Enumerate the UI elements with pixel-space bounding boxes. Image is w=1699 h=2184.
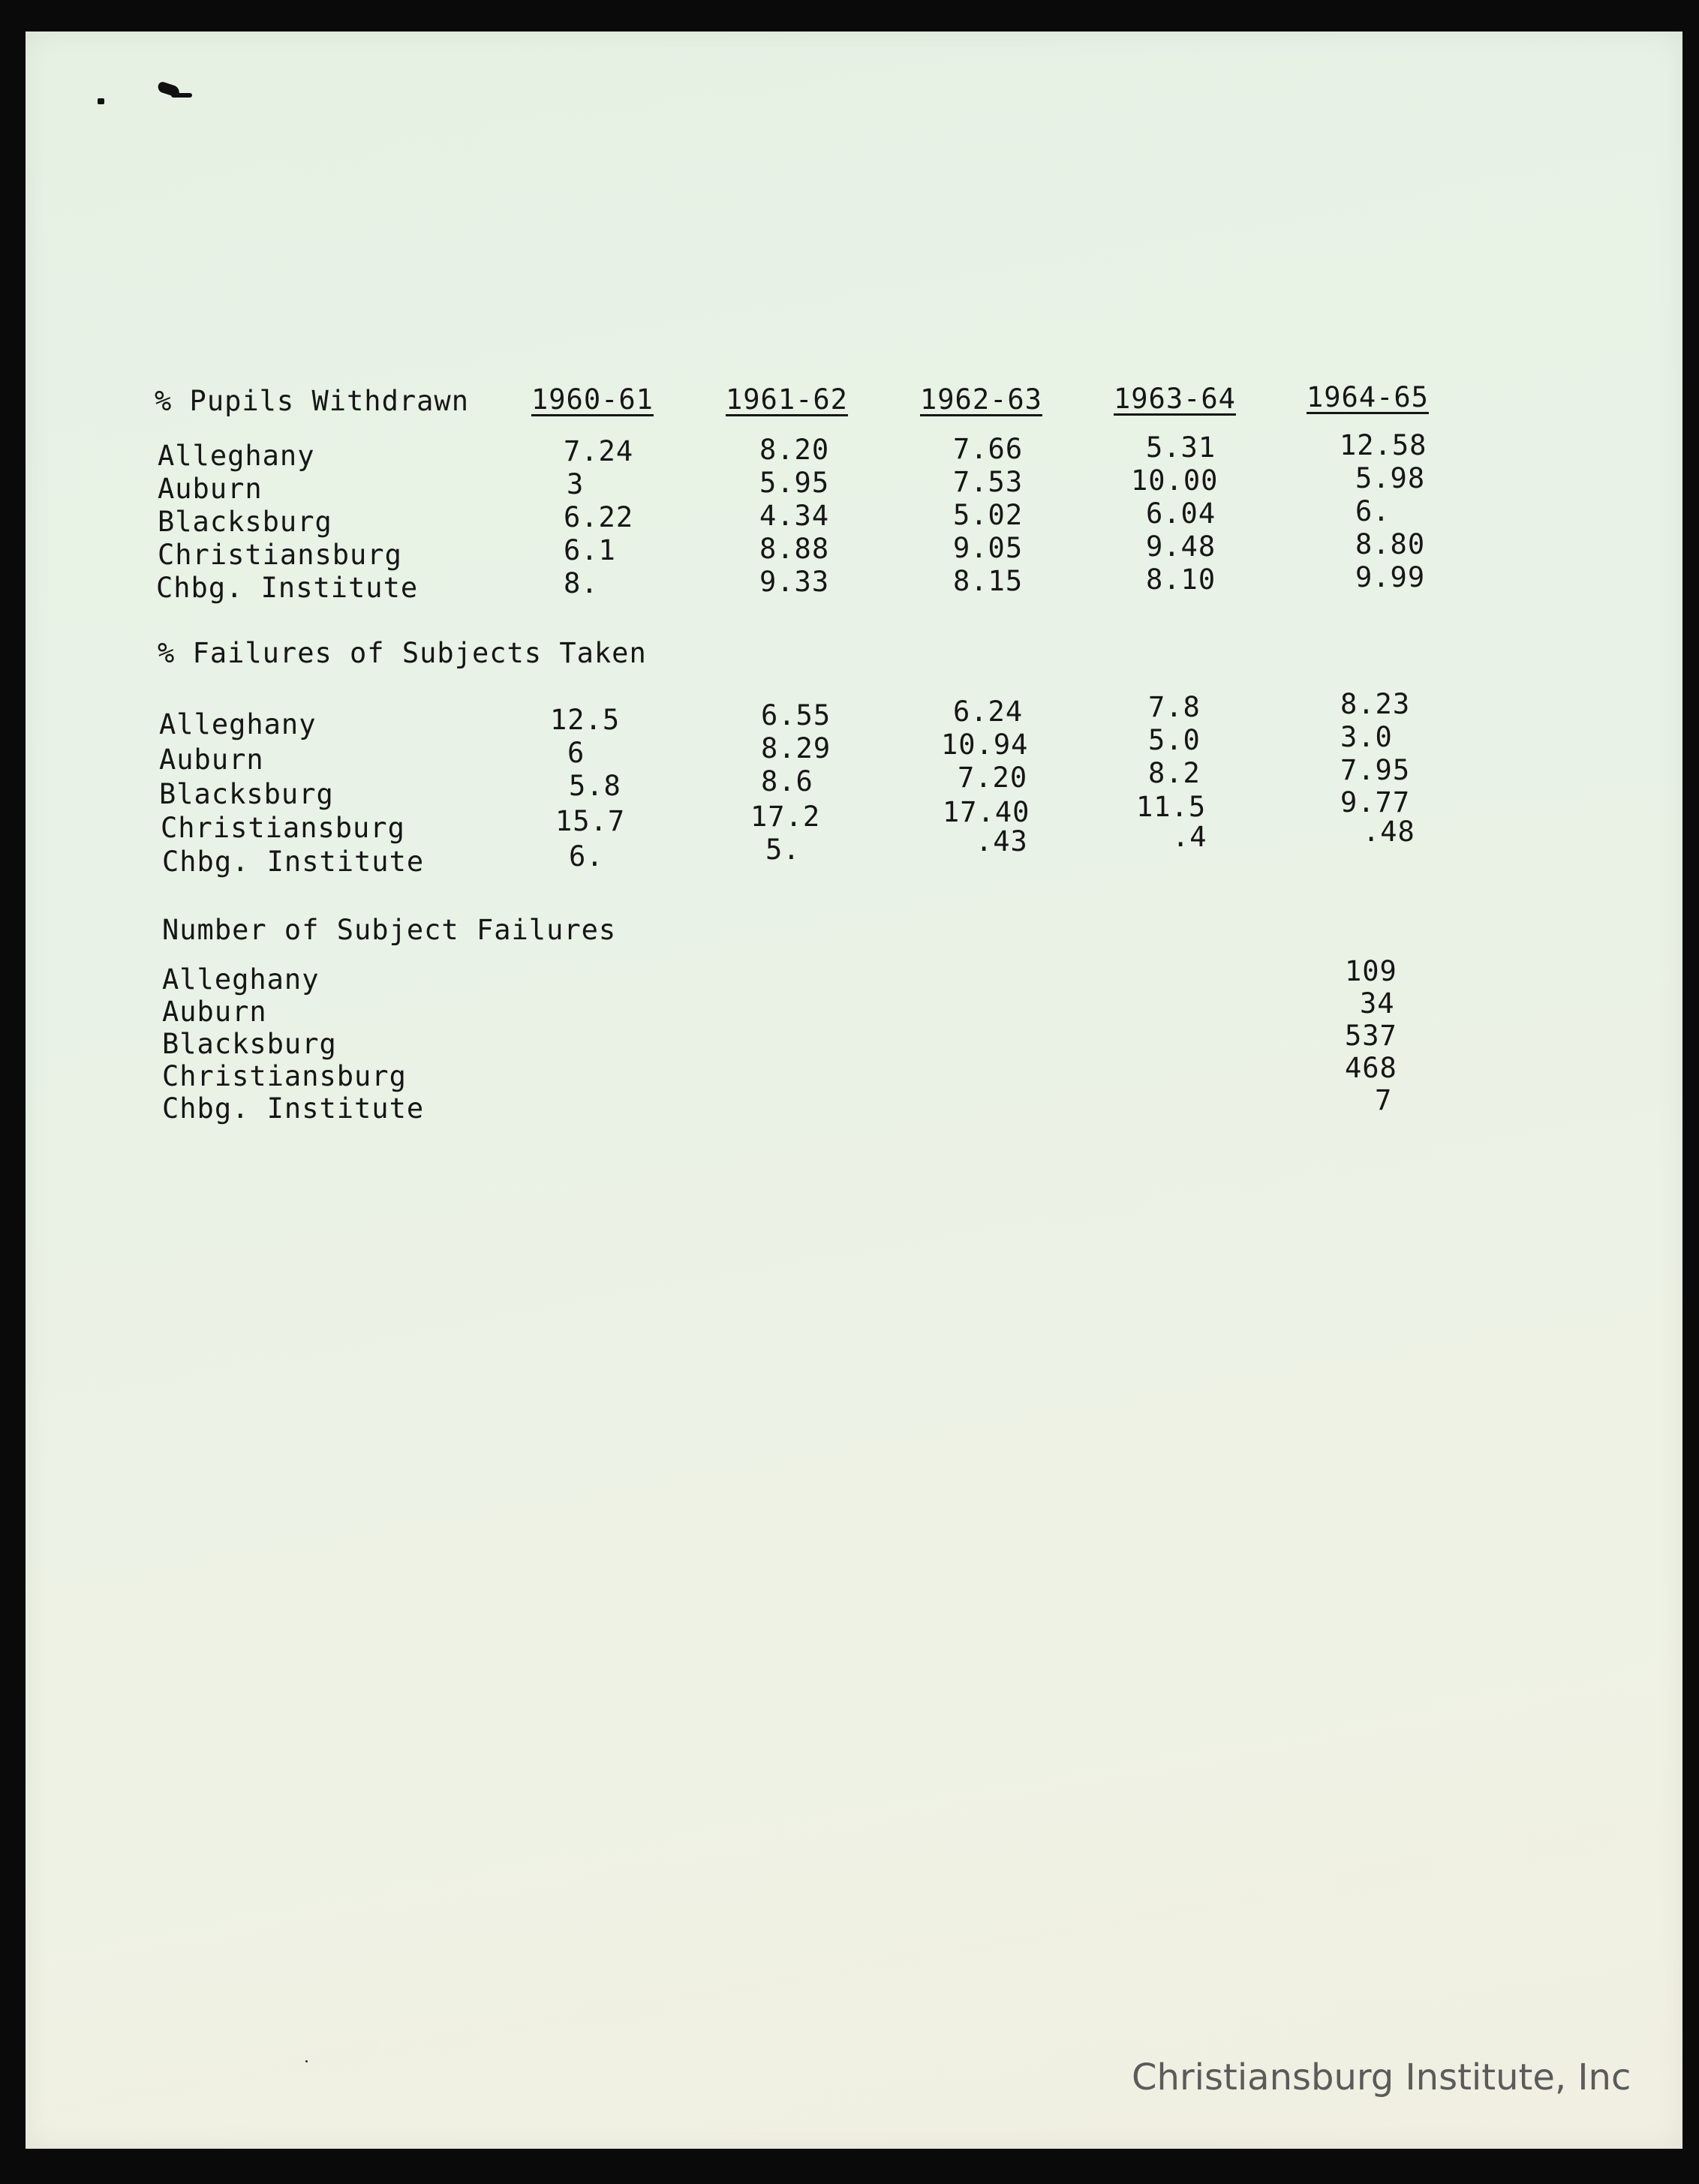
row-label: Auburn xyxy=(162,996,267,1028)
row-label: Blacksburg xyxy=(158,506,332,538)
row-label: Christiansburg xyxy=(162,1060,407,1092)
cell: 6.22 xyxy=(564,501,634,533)
cell: 8.80 xyxy=(1355,528,1426,560)
year-header-1964-65: 1964-65 xyxy=(1307,381,1429,413)
ink-blot-tail xyxy=(171,93,192,98)
cell: 8.20 xyxy=(759,434,830,466)
year-header-1961-62: 1961-62 xyxy=(726,383,848,416)
cell: 5.95 xyxy=(759,467,830,499)
row-label: Chbg. Institute xyxy=(156,572,419,604)
cell: .48 xyxy=(1363,816,1415,848)
cell: 5.98 xyxy=(1355,462,1426,494)
cell: 9.05 xyxy=(953,532,1024,564)
cell: 3.0 xyxy=(1340,721,1393,753)
row-label: Christiansburg xyxy=(158,539,402,571)
cell: 7.95 xyxy=(1340,754,1411,786)
cell: 9.33 xyxy=(759,566,830,598)
dust-speck xyxy=(305,2060,308,2062)
cell: 5.02 xyxy=(953,499,1024,531)
cell: 6. xyxy=(1355,495,1391,527)
cell: 7.66 xyxy=(953,433,1024,465)
row-label: Auburn xyxy=(158,473,263,505)
cell: 7.20 xyxy=(958,762,1028,794)
cell: 9.77 xyxy=(1340,786,1411,819)
row-label: Alleghany xyxy=(162,963,320,996)
row-label: Alleghany xyxy=(159,708,317,741)
cell: 8.23 xyxy=(1340,688,1411,720)
cell: 6.04 xyxy=(1146,497,1216,530)
cell: 5. xyxy=(765,834,801,866)
cell: 537 xyxy=(1345,1020,1397,1052)
year-header-1962-63: 1962-63 xyxy=(920,383,1042,416)
cell: 5.8 xyxy=(569,770,621,802)
cell: 8. xyxy=(564,567,599,599)
cell: 8.2 xyxy=(1148,757,1201,789)
cell: 34 xyxy=(1360,987,1395,1020)
cell: 11.5 xyxy=(1136,791,1207,823)
cell: 468 xyxy=(1345,1052,1397,1084)
cell: 8.10 xyxy=(1146,563,1216,596)
year-header-1963-64: 1963-64 xyxy=(1114,383,1236,415)
row-label: Chbg. Institute xyxy=(162,1092,425,1125)
cell: 6.55 xyxy=(761,699,831,732)
section-title-failure-count: Number of Subject Failures xyxy=(162,914,617,946)
cell: .4 xyxy=(1172,821,1207,853)
cell: 17.2 xyxy=(750,801,821,833)
cell: 7.24 xyxy=(564,435,634,467)
cell: 9.99 xyxy=(1355,561,1426,593)
cell: 6 xyxy=(567,737,585,769)
cell: 5.0 xyxy=(1148,724,1201,756)
year-header-1960-61: 1960-61 xyxy=(531,383,654,416)
cell: 6.1 xyxy=(564,534,616,566)
cell: 8.29 xyxy=(761,732,831,765)
cell: 9.48 xyxy=(1146,530,1216,563)
row-label: Christiansburg xyxy=(161,812,405,844)
cell: 7 xyxy=(1375,1084,1393,1116)
row-label: Blacksburg xyxy=(162,1028,337,1060)
cell: 7.8 xyxy=(1148,691,1201,723)
row-label: Blacksburg xyxy=(159,778,334,810)
section-title-withdrawn: % Pupils Withdrawn xyxy=(155,385,469,417)
archive-watermark: Christiansburg Institute, Inc xyxy=(1132,2056,1631,2098)
section-title-failures-percent: % Failures of Subjects Taken xyxy=(158,637,647,669)
cell: 12.58 xyxy=(1340,429,1427,461)
cell: 10.00 xyxy=(1131,464,1219,497)
ink-speck xyxy=(98,98,104,104)
row-label: Auburn xyxy=(159,744,264,776)
cell: 7.53 xyxy=(953,466,1024,498)
cell: 10.94 xyxy=(941,729,1029,761)
cell: 8.15 xyxy=(953,565,1024,597)
cell: 8.88 xyxy=(759,533,830,565)
cell: 6.24 xyxy=(953,695,1024,728)
cell: 4.34 xyxy=(759,500,830,532)
row-label: Chbg. Institute xyxy=(162,846,425,878)
row-label: Alleghany xyxy=(158,440,315,472)
cell: 109 xyxy=(1345,955,1397,987)
cell: 12.5 xyxy=(550,704,621,736)
cell: 15.7 xyxy=(555,805,626,837)
cell: 5.31 xyxy=(1146,431,1216,464)
cell: 17.40 xyxy=(943,796,1030,828)
cell: .43 xyxy=(976,825,1028,858)
cell: 8.6 xyxy=(761,765,813,798)
cell: 6. xyxy=(569,840,604,873)
cell: 3 xyxy=(567,468,585,500)
